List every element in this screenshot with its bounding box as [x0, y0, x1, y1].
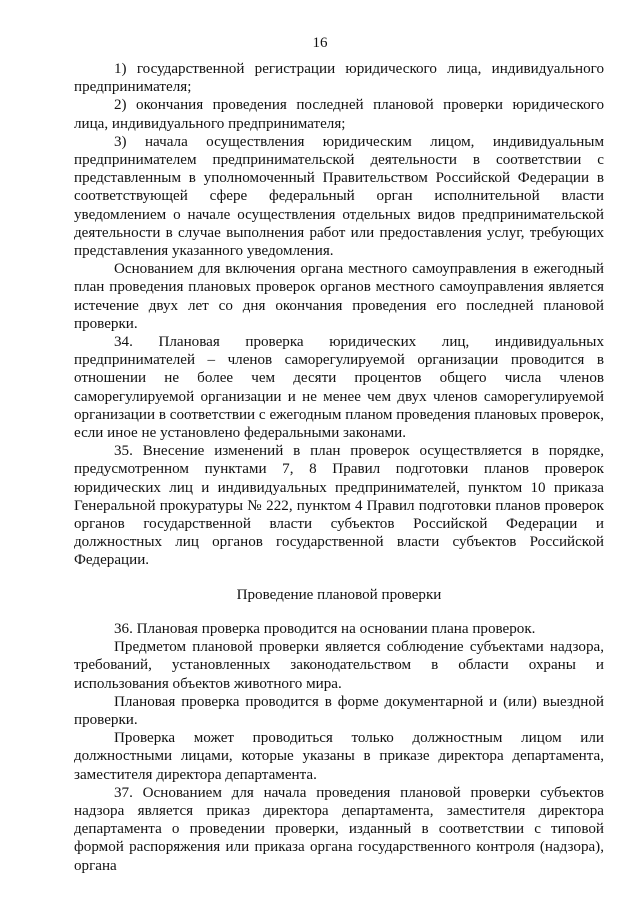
- paragraph-2: 2) окончания проведения последней плановой проверки юридического лица, индивидуального предпринимателя;: [74, 97, 604, 132]
- paragraph-1: 1) государственной регистрации юридического лица, индивидуального предпринимателя;: [74, 61, 604, 96]
- paragraph-3: 3) начала осуществления юридическим лицом, индивидуальным предпринимателем предпринимательской деятельности в соответствии с представленным в уполномоченный Правительством Российской Федерации в соответствующей сфере федеральный орган исполнительной власти уведомлением о начале осуществления отдельных видов предпринимательской деятельности в случае выполнения работ или предоставления услуг, требующих представления указанного уведомления.: [74, 133, 604, 260]
- paragraph-35: 35. Внесение изменений в план проверок осуществляется в порядке, предусмотренном пунктами 7, 8 Правил подготовки планов проверок юридических лиц и индивидуальных предпринимателей, пунктом 10 приказа Генеральной прокуратуры № 222, пунктом 4 Правил подготовки планов проверок органов государственной власти субъектов Российской Федерации и должностных лиц органов государственной власти субъектов Российской Федерации.: [74, 443, 604, 569]
- document-body: [74, 60, 604, 875]
- paragraph-form: Плановая проверка проводится в форме документарной и (или) выездной проверки.: [74, 693, 604, 728]
- paragraph-inspector: Проверка может проводиться только должностным лицом или должностными лицами, которые указаны в приказе директора департамента, заместителя директора департамента.: [74, 730, 604, 783]
- paragraph-36: 36. Плановая проверка проводится на основании плана проверок.: [114, 620, 536, 637]
- paragraph-subject: Предметом плановой проверки является соблюдение субъектами надзора, требований, установленных законодательством в области охраны и использования объектов животного мира.: [74, 639, 604, 692]
- section-heading: Проведение плановой проверки: [236, 586, 442, 603]
- paragraph-34: 34. Плановая проверка юридических лиц, индивидуальных предпринимателей – членов саморегулируемой организации проводится в отношении не более чем десяти процентов общего числа членов саморегулируемой организации и не менее чем двух членов саморегулируемой организации в соответствии с ежегодным планом проведения плановых проверок, если иное не установлено федеральными законами.: [74, 334, 604, 442]
- paragraph-37: 37. Основанием для начала проведения плановой проверки субъектов надзора является приказ директора департамента, заместителя директора департамента о проведении проверки, изданный в соответствии с типовой формой распоряжения или приказа органа государственного контроля (надзора), органа: [74, 784, 604, 874]
- paragraph-4: Основанием для включения органа местного самоуправления в ежегодный план проведения плановых проверок органов местного самоуправления является истечение двух лет со дня окончания проведения его последней плановой проверки.: [74, 261, 604, 332]
- page-number: 16: [312, 35, 328, 51]
